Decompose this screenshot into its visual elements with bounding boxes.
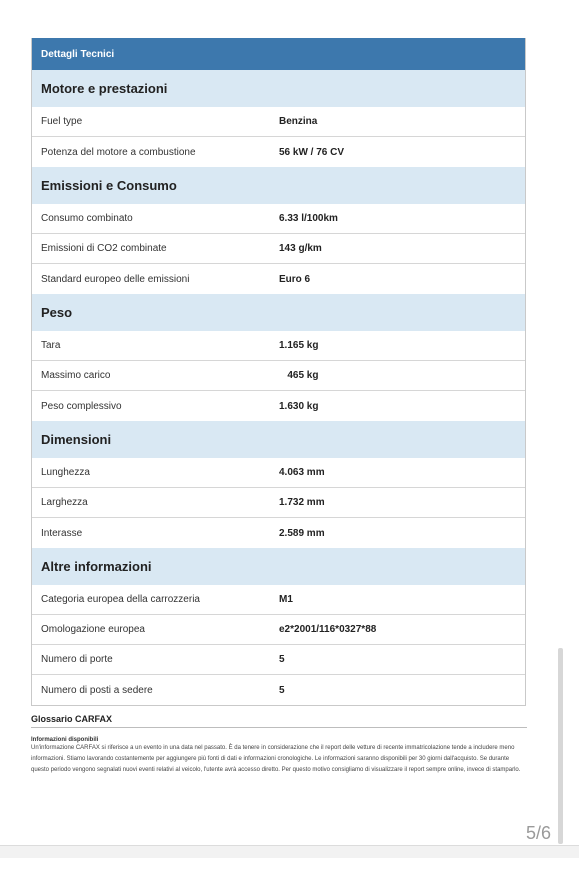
technical-details-table xyxy=(31,38,526,706)
table-row xyxy=(32,391,525,421)
glossary-text: Un'informazione CARFAX si riferisce a un evento in una data nel passato. È da tenere in considerazione che il report delle vetture di recente immatricolazione tende a includere meno informazioni. Stiamo lavorando costantemente per aggiungere più fonti di dati e informazioni cronologiche. Le informazioni saranno disponibili per 30 giorni dall'acquisto. Se durante questo periodo vengono segnalati nuovi eventi relativi al veicolo, l'utente avrà accesso diretto. Per questo motivo consigliamo di visualizzare il report sempre online, invece di stamparlo. xyxy=(31,745,521,773)
row-label: Interasse xyxy=(41,527,83,539)
row-value: 1.630 kg xyxy=(279,400,319,412)
section-heading-emissions: Emissioni e Consumo xyxy=(32,167,525,204)
row-label: Massimo carico xyxy=(41,370,111,381)
table-row xyxy=(32,488,525,518)
table-row xyxy=(32,645,525,675)
row-value: e2*2001/116*0327*88 xyxy=(279,624,377,635)
row-value: 6.33 l/100km xyxy=(279,213,338,224)
row-value: 56 kW / 76 CV xyxy=(279,146,345,158)
row-label: Larghezza xyxy=(41,497,88,508)
table-row xyxy=(32,458,525,488)
section-heading-dimensions: Dimensioni xyxy=(32,421,525,458)
table-row xyxy=(32,675,525,705)
table-row xyxy=(32,331,525,361)
row-value: 4.063 mm xyxy=(279,467,325,478)
row-label: Numero di posti a sedere xyxy=(41,684,153,696)
section-heading-weight: Peso xyxy=(32,294,525,331)
bottom-bar xyxy=(0,845,579,858)
table-row xyxy=(32,264,525,294)
row-value: M1 xyxy=(279,594,293,605)
row-label: Fuel type xyxy=(41,116,83,127)
row-label: Categoria europea della carrozzeria xyxy=(41,594,200,605)
row-value: 143 g/km xyxy=(279,243,322,254)
row-value: 5 xyxy=(279,654,285,665)
row-label: Lunghezza xyxy=(41,467,90,478)
section-heading-engine: Motore e prestazioni xyxy=(32,70,525,107)
row-label: Peso complessivo xyxy=(41,400,122,412)
row-label: Standard europeo delle emissioni xyxy=(41,273,190,285)
table-row xyxy=(32,615,525,645)
scrollbar[interactable] xyxy=(558,648,563,844)
row-value: 465 kg xyxy=(279,370,319,381)
page-number: 5/6 xyxy=(526,823,552,843)
table-row xyxy=(32,234,525,264)
section-heading-other-info: Altre informazioni xyxy=(32,548,525,585)
table-row xyxy=(32,518,525,548)
row-value: 1.165 kg xyxy=(279,340,319,351)
row-label: Omologazione europea xyxy=(41,624,145,635)
row-value: Euro 6 xyxy=(279,273,311,285)
glossary-subtitle: Informazioni disponibili xyxy=(31,737,99,743)
glossary-section xyxy=(31,714,527,776)
row-value: 2.589 mm xyxy=(279,527,325,539)
table-row xyxy=(32,107,525,137)
table-row xyxy=(32,137,525,167)
row-label: Potenza del motore a combustione xyxy=(41,146,196,158)
row-label: Consumo combinato xyxy=(41,213,133,224)
row-value: Benzina xyxy=(279,116,318,127)
row-label: Tara xyxy=(41,340,61,351)
row-label: Emissioni di CO2 combinate xyxy=(41,243,167,254)
table-row xyxy=(32,204,525,234)
table-row xyxy=(32,585,525,615)
table-row xyxy=(32,361,525,391)
row-label: Numero di porte xyxy=(41,654,113,665)
row-value: 5 xyxy=(279,684,285,696)
table-header: Dettagli Tecnici xyxy=(32,38,525,70)
glossary-title: Glossario CARFAX xyxy=(31,714,527,728)
row-value: 1.732 mm xyxy=(279,497,325,508)
